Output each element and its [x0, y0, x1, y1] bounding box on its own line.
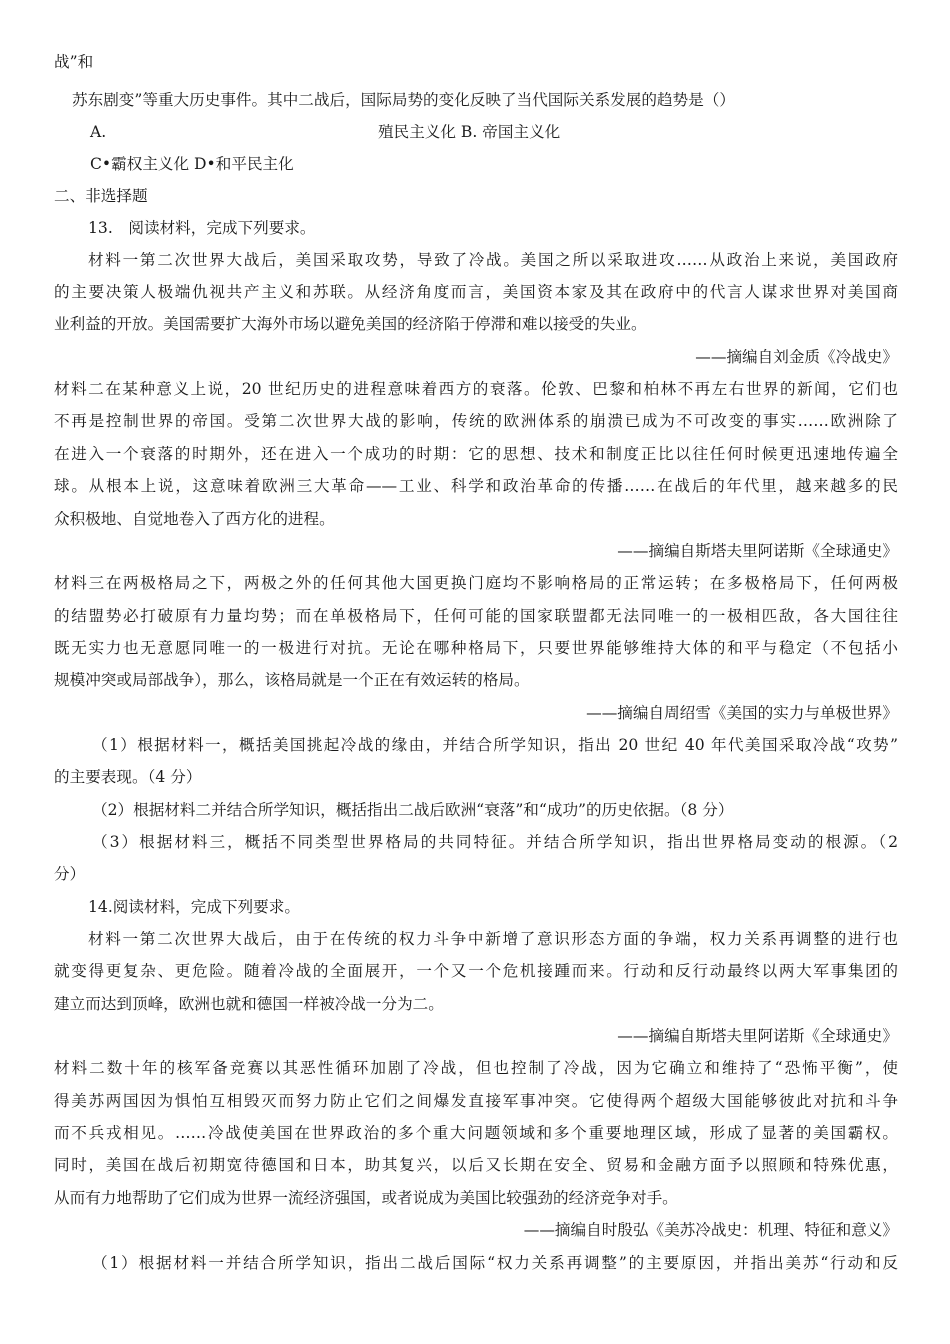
text-line: 材料一第二次世界大战后，美国采取攻势，导致了冷战。美国之所以采取进攻……从政治上来说，美国政府 [88, 251, 898, 269]
text-line: 的主要表现。（4 分） [54, 768, 202, 786]
text-line: 规模冲突或局部战争），那么，该格局就是一个正在有效运转的格局。 [54, 671, 530, 689]
sub-question: （2）根据材料二并结合所学知识，概括指出二战后欧洲“衰落”和“成功”的历史依据。（8 分） [92, 801, 734, 819]
source-citation: ——摘编自斯塔夫里阿诺斯《全球通史》 [617, 542, 898, 560]
source-citation: ——摘编自刘金质《冷战史》 [695, 348, 898, 366]
text-line: 在进入一个衰落的时期外，还在进入一个成功的时期：它的思想、技术和制度正比以往任何时候更迅速地传遍全 [54, 445, 898, 463]
option-a-label: A. [90, 123, 107, 141]
text-line: 得美苏两国因为惧怕互相毁灭而努力防止它们之间爆发直接军事冲突。它使得两个超级大国能够彼此对抗和斗争 [54, 1092, 898, 1110]
text-line: 业利益的开放。美国需要扩大海外市场以避免美国的经济陷于停滞和难以接受的失业。 [54, 315, 647, 333]
text-line: 从而有力地帮助了它们成为世界一流经济强国，或者说成为美国比较强劲的经济竞争对手。 [54, 1189, 678, 1207]
text-line: 战”和 [54, 53, 94, 71]
source-citation: ——摘编自周绍雪《美国的实力与单极世界》 [586, 704, 898, 722]
text-line: 的主要决策人极端仇视共产主义和苏联。从经济角度而言，美国资本家及其在政府中的代言人谋求世界对美国商 [54, 283, 898, 301]
text-line: 建立而达到顶峰，欧洲也就和德国一样被冷战一分为二。 [54, 995, 444, 1013]
text-line: 既无实力也无意愿同唯一的一极进行对抗。无论在哪种格局下，只要世界能够维持大体的和平与稳定（不包括小 [54, 639, 898, 657]
sub-question: （1）根据材料一并结合所学知识，指出二战后国际“权力关系再调整”的主要原因，并指出美苏“行动和反 [92, 1254, 898, 1272]
text-line: 同时，美国在战后初期宽待德国和日本，助其复兴，以后又长期在安全、贸易和金融方面予以照顾和特殊优惠， [54, 1156, 898, 1174]
sub-question: （1）根据材料一，概括美国挑起冷战的缘由，并结合所学知识，指出 20 世纪 40 年代美国采取冷战“攻势” [92, 736, 898, 754]
question-heading: 13. 阅读材料，完成下列要求。 [88, 219, 316, 237]
text-line: 众积极地、自觉地卷入了西方化的进程。 [54, 510, 335, 528]
text-line: 而不兵戎相见。……冷战使美国在世界政治的多个重大问题领域和多个重要地理区域，形成了显著的美国霸权。 [54, 1124, 898, 1142]
text-line: 就变得更复杂、更危险。随着冷战的全面展开，一个又一个危机接踵而来。行动和反行动最终以两大军事集团的 [54, 962, 898, 980]
text-line: 殖民主义化 B. 帝国主义化 [378, 123, 561, 141]
section-heading: 二、非选择题 [54, 187, 148, 205]
text-line: 球。从根本上说，这意味着欧洲三大革命——工业、科学和政治革命的传播……在战后的年代里，越来越多的民 [54, 477, 898, 495]
text-line: 材料二在某种意义上说，20 世纪历史的进程意味着西方的衰落。伦敦、巴黎和柏林不再左右世界的新闻，它们也 [54, 380, 898, 398]
question-heading: 14.阅读材料，完成下列要求。 [88, 898, 300, 916]
sub-question: （3）根据材料三，概括不同类型世界格局的共同特征。并结合所学知识，指出世界格局变动的根源。（2 [92, 833, 898, 851]
source-citation: ——摘编自斯塔夫里阿诺斯《全球通史》 [617, 1027, 898, 1045]
text-line: 的结盟势必打破原有力量均势；而在单极格局下，任何可能的国家联盟都无法同唯一的一极相匹敌，各大国往往 [54, 607, 898, 625]
text-line: 不再是控制世界的帝国。受第二次世界大战的影响，传统的欧洲体系的崩溃已成为不可改变的事实……欧洲除了 [54, 412, 898, 430]
text-line: 苏东剧变”等重大历史事件。其中二战后，国际局势的变化反映了当代国际关系发展的趋势是（） [72, 91, 735, 109]
source-citation: ——摘编自时殷弘《美苏冷战史：机理、特征和意义》 [523, 1221, 898, 1239]
text-line: 材料二数十年的核军备竞赛以其恶性循环加剧了冷战，但也控制了冷战，因为它确立和维持了“恐怖平衡”，使 [54, 1059, 898, 1077]
text-line: 材料一第二次世界大战后，由于在传统的权力斗争中新增了意识形态方面的争端，权力关系再调整的进行也 [88, 930, 898, 948]
text-line: 材料三在两极格局之下，两极之外的任何其他大国更换门庭均不影响格局的正常运转；在多极格局下，任何两极 [54, 574, 898, 592]
text-line: C•霸权主义化 D•和平民主化 [90, 155, 294, 173]
text-line: 分） [54, 865, 86, 883]
